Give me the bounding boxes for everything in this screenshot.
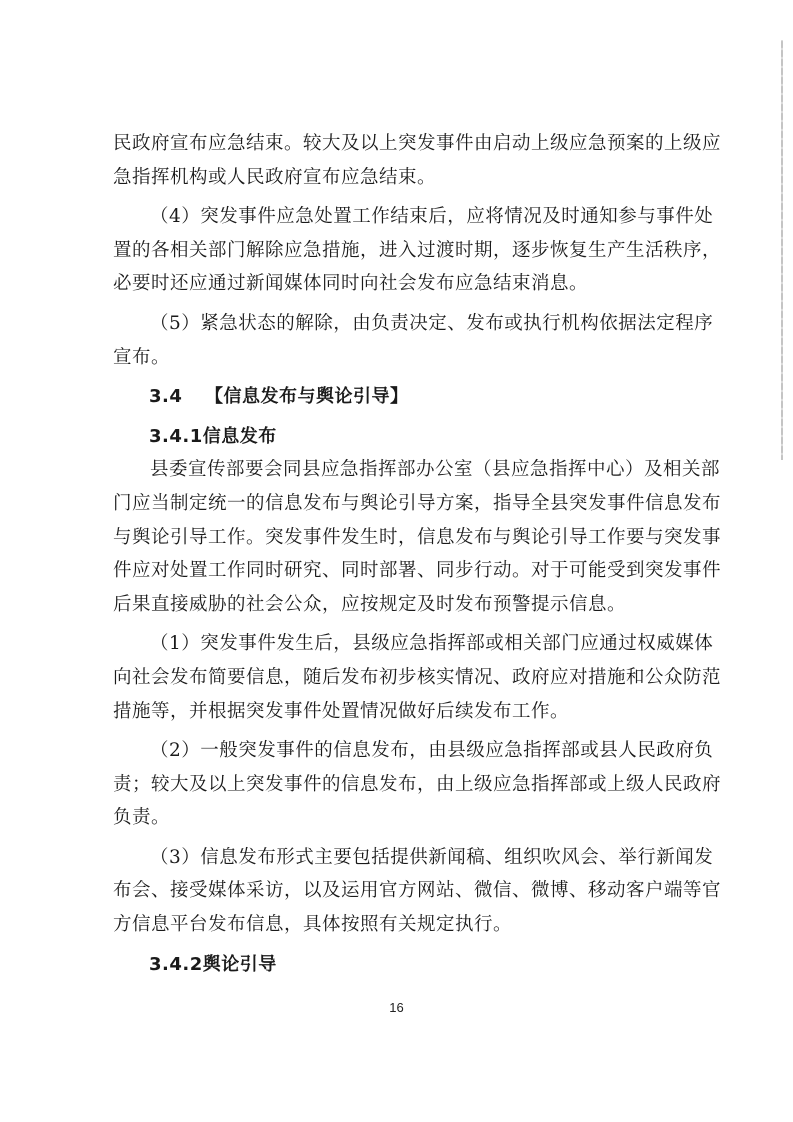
text-line: （1）突发事件发生后，县级应急指挥部或相关部门应通过权威媒体 bbox=[150, 633, 714, 655]
text-line: 布会、接受媒体采访，以及运用官方网站、微信、微博、移动客户端等官 bbox=[113, 880, 722, 902]
text-line: （5）紧急状态的解除，由负责决定、发布或执行机构依据法定程序 bbox=[150, 312, 714, 334]
text-line: 与舆论引导工作。突发事件发生时，信息发布与舆论引导工作要与突发事 bbox=[113, 526, 722, 548]
text-line: （4）突发事件应急处置工作结束后，应将情况及时通知参与事件处 bbox=[150, 206, 714, 228]
text-line: 急指挥机构或人民政府宣布应急结束。 bbox=[113, 166, 437, 188]
page-number: 16 bbox=[389, 1000, 404, 1015]
text-line: （2）一般突发事件的信息发布，由县级应急指挥部或县人民政府负 bbox=[150, 740, 714, 762]
section-heading-3-4-2 bbox=[113, 948, 695, 982]
text-line: 置的各相关部门解除应急措施，进入过渡时期，逐步恢复生产生活秩序， bbox=[113, 239, 722, 261]
scan-edge-artifact bbox=[781, 40, 783, 460]
text-line: 必要时还应通过新闻媒体同时向社会发布应急结束消息。 bbox=[113, 273, 589, 295]
text-line: （3）信息发布形式主要包括提供新闻稿、组织吹风会、举行新闻发 bbox=[150, 846, 714, 868]
text-line: 向社会发布简要信息，随后发布初步核实情况、政府应对措施和公众防范 bbox=[113, 666, 722, 688]
text-line: 措施等，并根据突发事件处置情况做好后续发布工作。 bbox=[113, 700, 570, 722]
text-line: 责；较大及以上突发事件的信息发布，由上级应急指挥部或上级人民政府 bbox=[113, 773, 722, 795]
section-number: 3.4.2 bbox=[149, 953, 203, 975]
section-number: 3.4.1 bbox=[149, 425, 203, 447]
text-line: 门应当制定统一的信息发布与舆论引导方案，指导全县突发事件信息发布 bbox=[113, 492, 722, 514]
text-line: 方信息平台发布信息，具体按照有关规定执行。 bbox=[113, 914, 513, 936]
section-title: 信息发布 bbox=[202, 425, 277, 447]
page-body bbox=[113, 127, 722, 981]
text-line: 县委宣传部要会同县应急指挥部办公室（县应急指挥中心）及相关部 bbox=[150, 459, 721, 481]
text-line: 负责。 bbox=[113, 807, 171, 829]
section-title: 舆论引导 bbox=[202, 953, 277, 975]
text-line: 后果直接威胁的社会公众，应按规定及时发布预警提示信息。 bbox=[113, 593, 627, 615]
section-number: 3.4 bbox=[149, 386, 183, 408]
section-heading-3-4 bbox=[113, 380, 695, 414]
text-line: 件应对处置工作同时研究、同时部署、同步行动。对于可能受到突发事件 bbox=[113, 560, 722, 582]
text-line: 民政府宣布应急结束。较大及以上突发事件由启动上级应急预案的上级应 bbox=[113, 133, 722, 154]
section-heading-3-4-1 bbox=[113, 420, 695, 454]
section-title: 【信息发布与舆论引导】 bbox=[205, 386, 409, 408]
text-line: 宣布。 bbox=[113, 346, 171, 368]
